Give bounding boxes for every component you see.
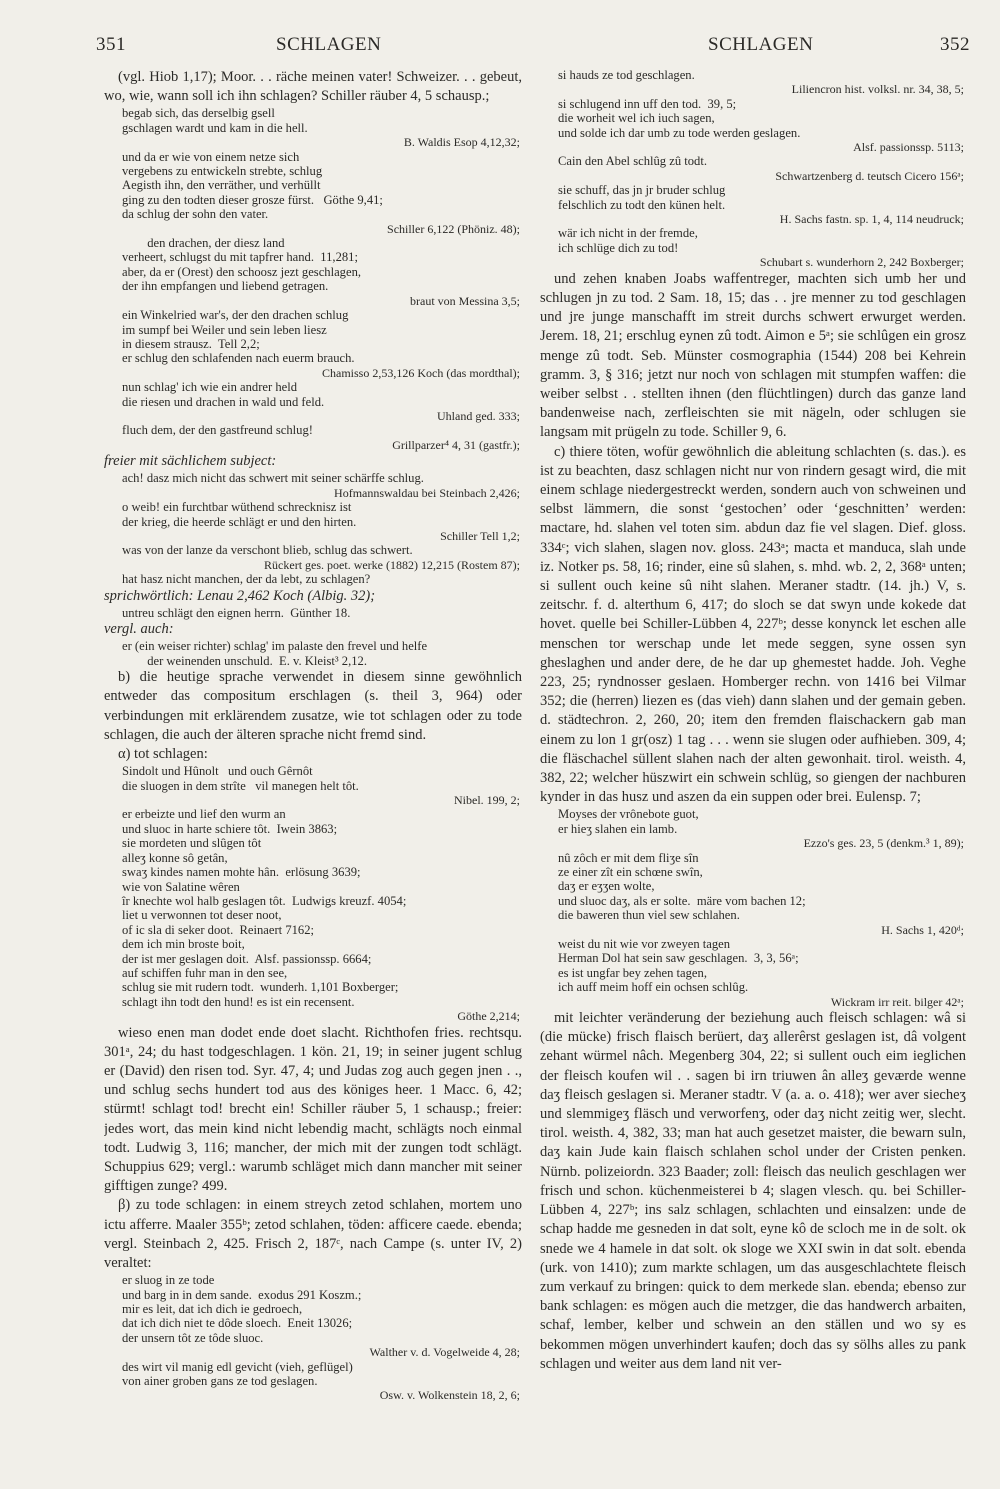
source-citation: Hofmannswaldau bei Steinbach 2,426;	[334, 485, 520, 500]
source-citation: Schiller 6,122 (Phöniz. 48);	[387, 221, 520, 236]
source-citation: Ezzo's ges. 23, 5 (denkm.³ 1, 89);	[803, 836, 964, 851]
verse-quotation: da schlug der sohn den vater.	[122, 207, 269, 222]
source-citation: Rückert ges. poet. werke (1882) 12,215 (Rostem 87);	[264, 557, 520, 572]
verse-quotation: aber, da er (Orest) den schoosz jezt geschlagen, der ihn empfangen und liebend getragen.	[122, 264, 362, 294]
sense-label: vergl. auch:	[104, 621, 174, 638]
entry-paragraph: mit leichter veränderung der beziehung auch fleisch schlagen: wâ si (die mücke) frisch flaisch berüert, daʒ allerêrst geslagen ist, dâ volgent zehant würmel nâch. Megenberg 304, 22; si sullent ouch eim ieglichen der fleisch koufen wil . . sagen bi irn triuwen ân alleʒ geværde wenne daʒ fleisch geslagen si. Meraner stadtr. V (a. a. o. 418); wer aver siecheʒ und slemmigeʒ fläsch und verworfenʒ, oder daʒ nicht zeitig wer, slecht. tirol. weisth. 4, 382, 33; man hat auch gesetzet maister, die bewarn suln, daʒ kain Jude kain flaisch schlahen schol under der Cristen penken. Nürnb. polizeiordn. 323 Baader; zoll: fleisch das neulich geschlagen wer frisch und schon. küchenmeisterei b 4; slagen vlesch. qu. bei Schiller-Lübben 4, 227ᵇ; ins salz schlagen, schlachten und einsalzen: unde de schap hadde me gesneden in dat solt, eyne kô de scloch me in de solt. ok snede we 4 hamele in dat solt. ok sloge we XXI swin in dat solt. ebenda (urk. von 1410); zum markte schlagen, um das ausgeschlachtete fleisch zum verkauf zu bringen: quick to dem merkede slan. ebenda; ebenso zur bank schlagen: es mögen auch die metzger, die das handwerch arbaiten, schaf, lember, kelber und schwein an den ställen und wo sy es bekommen mögen unverhindert kaufen; doch das sy sölhs alles zu pank schlagen und weiter aus dem land nit ver-	[540, 1010, 966, 1372]
source-citation: Göthe 2,214;	[457, 1009, 520, 1024]
source-citation: Wickram irr reit. bilger 42ᵃ;	[830, 994, 964, 1009]
entry-paragraph: und zehen knaben Joabs waffentreger, machten sich umb her und schlugen jn zu tod. 2 Sam. 18, 15; das . . jre menner zu tod geschlagen und jre junge manschafft im streit durchs schwert erwurget werden. Jerem. 18, 21; erschlug eynen zû todt. Aimon e 5ᵃ; sie schlûgen ein grosz menge zû todt. Seb. Münster cosmographia (1544) 208 bei Kehrein gramm. 3, § 316; jetzt nur noch von schlagen mit stumpfen waffen: die weiber selbst . . stellten ihnen (den flüchtlingen) durch das ganze land bandenweise nach, zerfleischten sie mit nägeln, oder schlugen sie langsam mit prügeln zu tode. Schiller 9, 6.	[540, 270, 966, 441]
source-citation: Schubart s. wunderhorn 2, 242 Boxberger;	[759, 255, 964, 270]
verse-quotation: er schlug den schlafenden nach euerm brauch.	[122, 351, 355, 366]
verse-quotation: nû zôch er mit dem fliʒe sîn ze einer zît ein schœne swîn, daʒ er eʒʒen wolte, und sluoc daʒ, als er solte. märe vom bachen 12;	[558, 850, 806, 908]
verse-quotation: den drachen, der diesz land verheert, schlugst du mit tapfrer hand. 11,281;	[122, 236, 358, 265]
verse-quotation: des wirt vil manig edl gevicht (vieh, geflügel) von ainer groben gans ze tod geslagen.	[122, 1359, 353, 1389]
verse-quotation: es ist ungfar bey zehen tagen, ich auff meim hoff ein ochsen schlûg.	[558, 965, 749, 995]
source-citation: braut von Messina 3,5;	[410, 293, 520, 308]
verse-quotation: er (ein weiser richter) schlag' im palaste den frevel und helfe der weinenden unschuld. E. v. Kleist³ 2,12.	[122, 639, 428, 668]
verse-quotation: Moyses der vrônebote guot, er hieʒ slahen ein lamb.	[558, 807, 699, 836]
source-citation: Nibel. 199, 2;	[454, 793, 520, 808]
verse-quotation: wär ich nicht in der fremde, ich schlüge dich zu tod!	[558, 226, 698, 255]
verse-quotation: ein Winkelried war's, der den drachen schlug im sumpf bei Weiler und sein leben liesz in diesem strausz. Tell 2,2;	[122, 308, 349, 351]
verse-quotation: Cain den Abel schlûg zû todt.	[558, 154, 708, 169]
page-header	[96, 34, 970, 60]
source-citation: Chamisso 2,53,126 Koch (das mordthal);	[322, 365, 520, 380]
source-citation: Osw. v. Wolkenstein 18, 2, 6;	[379, 1388, 520, 1403]
verse-quotation: nun schlag' ich wie ein andrer held die riesen und drachen in wald und feld.	[122, 380, 325, 409]
running-headword-right: SCHLAGEN	[708, 34, 814, 55]
verse-quotation: fluch dem, der den gastfreund schlug!	[122, 423, 313, 438]
sense-label: freier mit sächlichem subject:	[104, 453, 277, 470]
sense-label: sprichwörtlich: Lenau 2,462 Koch (Albig. 32);	[104, 587, 376, 604]
verse-quotation: der unsern tôt ze tôde sluoc.	[122, 1330, 264, 1345]
left-column	[104, 68, 522, 1408]
verse-quotation: begab sich, das derselbig gsell gschlagen wardt und kam in die hell.	[122, 106, 308, 135]
entry-paragraph: c) thiere töten, wofür gewöhnlich die ableitung schlachten (s. das.). es ist zu beachten, dasz schlagen nicht nur von rindern gesagt wird, die mit einem schlage niedergestreckt werden, sondern auch von schweinen und selbst lämmern, die sonst ‘gestochen’ oder ‘geschnitten’ werden: mactare, hd. slahen vel toten sim. abdun daz fie vel slagen. Dief. gloss. 334ᶜ; vich slahen, slagen nov. gloss. 243ᵃ; macta et manduca, slah unde iz. Notker ps. 58, 16; rinder, eine sû slahen, s. mhd. wb. 2, 2, 368ᵃ unten; si sullent ouch keine sû niht slahen. Meraner stadtr. (14. jh.) V, s. zeitschr. f. d. alterthum 6, 417; do sloch se dat swyn unde kokede dat hovet. quelle bei Schiller-Lübben 4, 227ᵇ; desse konynck let eschen alle menschen tor werschap unde let mede seggen, syne ossen syn gheslaghen und ander dere, de he dar up ghemestet hadde. Joh. Veghe 223, 25; ryndnosser geslaen. Homberger rechn. von 1416 bei Vilmar 352; die (herren) liezen es (das vieh) dann slahen und der gemain geben. d. städtechron. 2, 260, 20; item den fremden flaischackern gab man einem zu lon 1 gr(osz) 1 tag . . . wenn sie slugen oder aufhieben. 309, 4; die fläschachel süllent slahen nach der alten gewonhait. tirol. weisth. 4, 382, 22; welcher hüszwirt ein schwein schlüg, so giengen der nachburen kynder in das husz und aszen da ein suppen oder brei. Eulensp. 7;	[540, 443, 966, 806]
verse-quotation: ach! dasz mich nicht das schwert mit seiner schärffe schlug.	[122, 471, 424, 486]
source-citation: Uhland ged. 333;	[437, 408, 520, 423]
entry-paragraph: b) die heutige sprache verwendet in diesem sinne gewöhnlich entweder das compositum erschlagen (s. theil 3, 964) oder verbindungen mit erklärendem zusatze, wie tot schlagen oder zu tode schlagen, die auch der älteren sprache nicht fremd sind.	[104, 669, 522, 743]
verse-quotation: si hauds ze tod geschlagen.	[558, 68, 695, 82]
verse-quotation: was von der lanze da verschont blieb, schlug das schwert.	[122, 543, 413, 558]
verse-quotation: liet u verwonnen tot deser noot, of ic sla di seker doot. Reinaert 7162;	[122, 908, 315, 937]
source-citation: Schwartzenberg d. teutsch Cicero 156ᵃ;	[775, 168, 964, 183]
source-citation: Schiller Tell 1,2;	[440, 528, 520, 543]
verse-quotation: Sindolt und Hûnolt und ouch Gêrnôt die sluogen in dem strîte vil manegen helt tôt.	[122, 764, 359, 793]
verse-quotation: hat hasz nicht manchen, der da lebt, zu schlagen?	[122, 572, 371, 587]
verse-quotation: die baweren thun viel sew schlahen.	[558, 908, 740, 923]
verse-quotation: er sluog in ze tode und barg in in dem sande. exodus 291 Koszm.;	[122, 1273, 362, 1302]
entry-paragraph: α) tot schlagen:	[118, 746, 208, 763]
page-number-left: 351	[96, 34, 126, 55]
source-citation: H. Sachs 1, 420ᵈ;	[881, 922, 964, 937]
verse-quotation: weist du nit wie vor zweyen tagen Herman Dol hat sein saw geschlagen. 3, 3, 56ᵃ;	[558, 937, 799, 966]
verse-quotation: er erbeizte und lief den wurm an und sluoc in harte schiere tôt. Iwein 3863;	[122, 807, 338, 836]
entry-paragraph: (vgl. Hiob 1,17); Moor. . . räche meinen vater! Schweizer. . . gebeut, wo, wie, wann soll ich ihn schlagen? Schiller räuber 4, 5 schausp.;	[104, 69, 522, 105]
running-headword-left: SCHLAGEN	[276, 34, 382, 55]
verse-quotation: o weib! ein furchtbar wüthend schrecknisz ist der krieg, die heerde schlägt er und den hirten.	[122, 500, 357, 529]
verse-quotation: schlagt ihn todt den hund! es ist ein recensent.	[122, 994, 355, 1009]
entry-paragraph: β) zu tode schlagen: in einem streych zetod schlahen, mortem uno ictu afferre. Maaler 355ᵇ; zetod schlahen, töden: afficere caede. ebenda; vergl. Steinbach 2, 425. Frisch 2, 187ᶜ, nach Campe (s. unter IV, 2) veraltet:	[104, 1197, 522, 1271]
source-citation: Grillparzer⁴ 4, 31 (gastfr.);	[392, 437, 520, 452]
right-column	[540, 68, 966, 1408]
verse-quotation: sie schuff, das jn jr bruder schlug felschlich zu todt den künen helt.	[558, 183, 726, 212]
source-citation: H. Sachs fastn. sp. 1, 4, 114 neudruck;	[779, 212, 964, 227]
verse-quotation: dem ich min broste boit, der ist mer geslagen doit. Alsf. passionssp. 6664;	[122, 937, 372, 966]
verse-quotation: mir es leit, dat ich dich ie gedroech, dat ich dich niet te dôde sloech. Eneit 13026;	[122, 1302, 353, 1331]
verse-quotation: die worheit wel ich iuch sagen, und solde ich dar umb zu tode werden geslagen.	[558, 111, 801, 140]
verse-quotation: auf schiffen fuhr man in den see, schlug sie mit rudern todt. wunderh. 1,101 Boxberger;	[122, 965, 399, 995]
page-number-right: 352	[940, 34, 970, 55]
verse-quotation: si schlugend inn uff den tod. 39, 5;	[558, 96, 737, 111]
verse-quotation: sie mordeten und slûgen tôt alleʒ konne sô getân, swaʒ kindes namen mohte hân. erlösung 3639;	[122, 836, 361, 880]
verse-quotation: untreu schlägt den eignen herrn. Günther 18.	[122, 605, 351, 620]
source-citation: Alsf. passionssp. 5113;	[853, 140, 964, 155]
verse-quotation: und da er wie von einem netze sich vergebens zu entwickeln strebte, schlug Aegisth ihn, den verräther, und verhüllt ging zu den todten dieser grosze fürst. Göthe 9,41;	[122, 149, 383, 207]
verse-quotation: wie von Salatine wêren îr knechte wol halb geslagen tôt. Ludwigs kreuzf. 4054;	[122, 879, 407, 908]
entry-paragraph: wieso enen man dodet ende doet slacht. Richthofen fries. rechtsqu. 301ᵃ, 24; du hast todgeschlagen. 1 kön. 21, 19; in seiner jugent schlug er (David) den risen tod. Syr. 47, 4; und Judas zog auch gegen jnen . ., und schlug sechs hundert tod aus des königes heer. 1 Macc. 6, 42; stürmt! schlagt tod! brecht ein! Schiller räuber 5, 1 schausp.; freier: jedes wort, das mein kind nicht lebendig macht, schlägts noch einmal todt. Ludwig 3, 116; mancher, der mich mit der zungen todt schlägt. Schuppius 629; vergl.: warumb schläget mich dann mancher mit seiner gifftigen zunge? 499.	[104, 1024, 522, 1195]
source-citation: Walther v. d. Vogelweide 4, 28;	[369, 1345, 520, 1360]
source-citation: B. Waldis Esop 4,12,32;	[403, 135, 520, 150]
source-citation: Liliencron hist. volksl. nr. 34, 38, 5;	[791, 82, 964, 97]
